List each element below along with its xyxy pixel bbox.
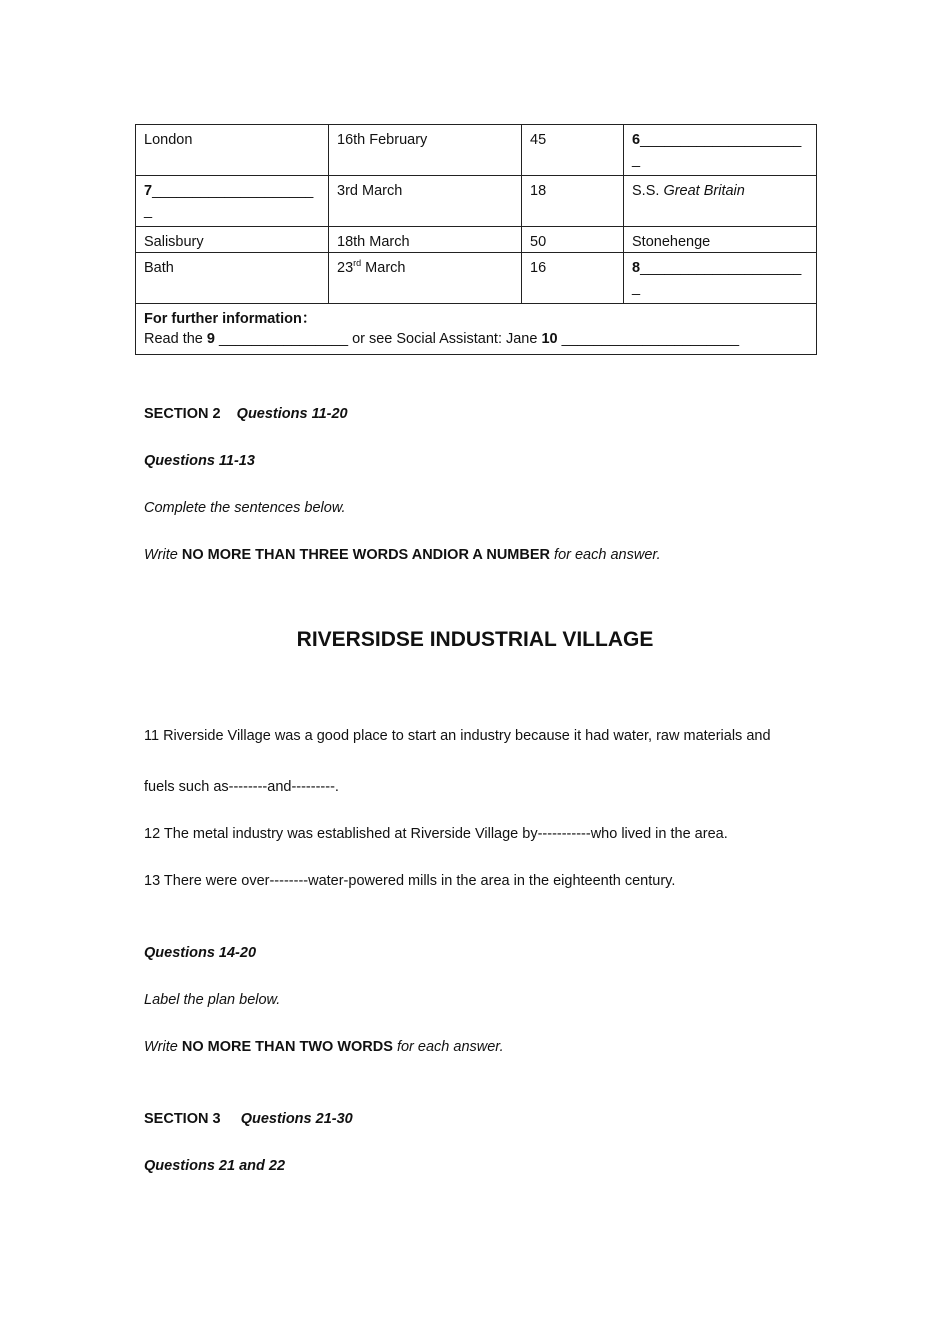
answer-blank-9[interactable]: ________________ — [219, 331, 349, 347]
section-2-heading — [144, 406, 348, 422]
sentence-11b: fuels such as--------and---------. — [144, 779, 339, 795]
date-suffix: rd — [353, 258, 362, 269]
cell-attraction: Stonehenge — [624, 227, 817, 253]
page-title: RIVERSIDSE INDUSTRIAL VILLAGE — [296, 628, 654, 651]
cell-date: 16th February — [329, 125, 522, 176]
question-number: 9 — [206, 331, 215, 347]
sentence-13: 13 There were over--------water-powered mills in the area in the eighteenth century. — [144, 873, 676, 889]
answer-blank[interactable]: ____________________ — [640, 260, 802, 276]
table-row — [136, 253, 817, 304]
cell-date — [329, 253, 522, 304]
question-number: 6 — [632, 132, 641, 148]
date-day: 23 — [337, 260, 354, 276]
further-info-label: For further information： — [144, 311, 317, 327]
table-row — [136, 176, 817, 227]
table-row — [136, 125, 817, 176]
question-number: 7 — [144, 183, 153, 199]
further-info-line — [144, 329, 808, 349]
cell-attraction: 6_____________________ — [624, 125, 817, 176]
answer-blank[interactable]: ____________________ — [152, 183, 314, 199]
instruction-word-limit — [144, 547, 661, 563]
answer-blank[interactable]: ____________________ — [640, 132, 802, 148]
section-3-heading — [144, 1111, 353, 1127]
cell-number: 16 — [522, 253, 624, 304]
questions-21-22-heading: Questions 21 and 22 — [144, 1158, 286, 1174]
write-pre: Write — [144, 547, 178, 563]
cell-place: Salisbury — [136, 227, 329, 253]
instruction-label-plan: Label the plan below. — [144, 992, 281, 1008]
answer-blank-10[interactable]: ______________________ — [561, 331, 740, 347]
table-row-info — [136, 304, 817, 355]
cell-attraction: 8_____________________ — [624, 253, 817, 304]
info-middle-text: or see Social Assistant: Jane — [352, 331, 538, 347]
cell-attraction — [624, 176, 817, 227]
table-row — [136, 227, 817, 253]
questions-14-20-heading: Questions 14-20 — [144, 945, 257, 961]
cell-place: Bath — [136, 253, 329, 304]
sentence-11a: 11 Riverside Village was a good place to start an industry because it had water, raw materials and — [144, 728, 771, 744]
cell-number: 45 — [522, 125, 624, 176]
section-label: SECTION 3 — [144, 1111, 221, 1127]
instruction-word-limit-2 — [144, 1039, 504, 1055]
attraction-prefix: S.S. — [632, 183, 660, 199]
info-read-text: Read the — [144, 331, 203, 347]
instruction-complete: Complete the sentences below. — [144, 500, 346, 516]
section-questions: Questions 21-30 — [240, 1111, 353, 1127]
write-limit: NO MORE THAN TWO WORDS — [181, 1039, 393, 1055]
cell-number: 18 — [522, 176, 624, 227]
further-info-cell — [136, 304, 817, 355]
write-pre: Write — [144, 1039, 178, 1055]
question-number: 8 — [632, 260, 641, 276]
section-label: SECTION 2 — [144, 406, 221, 422]
date-month: March — [361, 260, 406, 276]
sentence-12: 12 The metal industry was established at Riverside Village by-----------who lived in the area. — [144, 826, 728, 842]
write-post: for each answer. — [396, 1039, 504, 1055]
cell-number: 50 — [522, 227, 624, 253]
write-post: for each answer. — [554, 547, 661, 563]
trips-table — [135, 124, 817, 355]
attraction-name: Great Britain — [663, 183, 745, 199]
cell-date: 3rd March — [329, 176, 522, 227]
question-number: 10 — [541, 331, 558, 347]
cell-place: 7_____________________ — [136, 176, 329, 227]
questions-11-13-heading: Questions 11-13 — [144, 453, 255, 469]
cell-date: 18th March — [329, 227, 522, 253]
section-questions: Questions 11-20 — [236, 406, 348, 422]
cell-place: London — [136, 125, 329, 176]
write-limit: NO MORE THAN THREE WORDS ANDIOR A NUMBER — [181, 547, 551, 563]
